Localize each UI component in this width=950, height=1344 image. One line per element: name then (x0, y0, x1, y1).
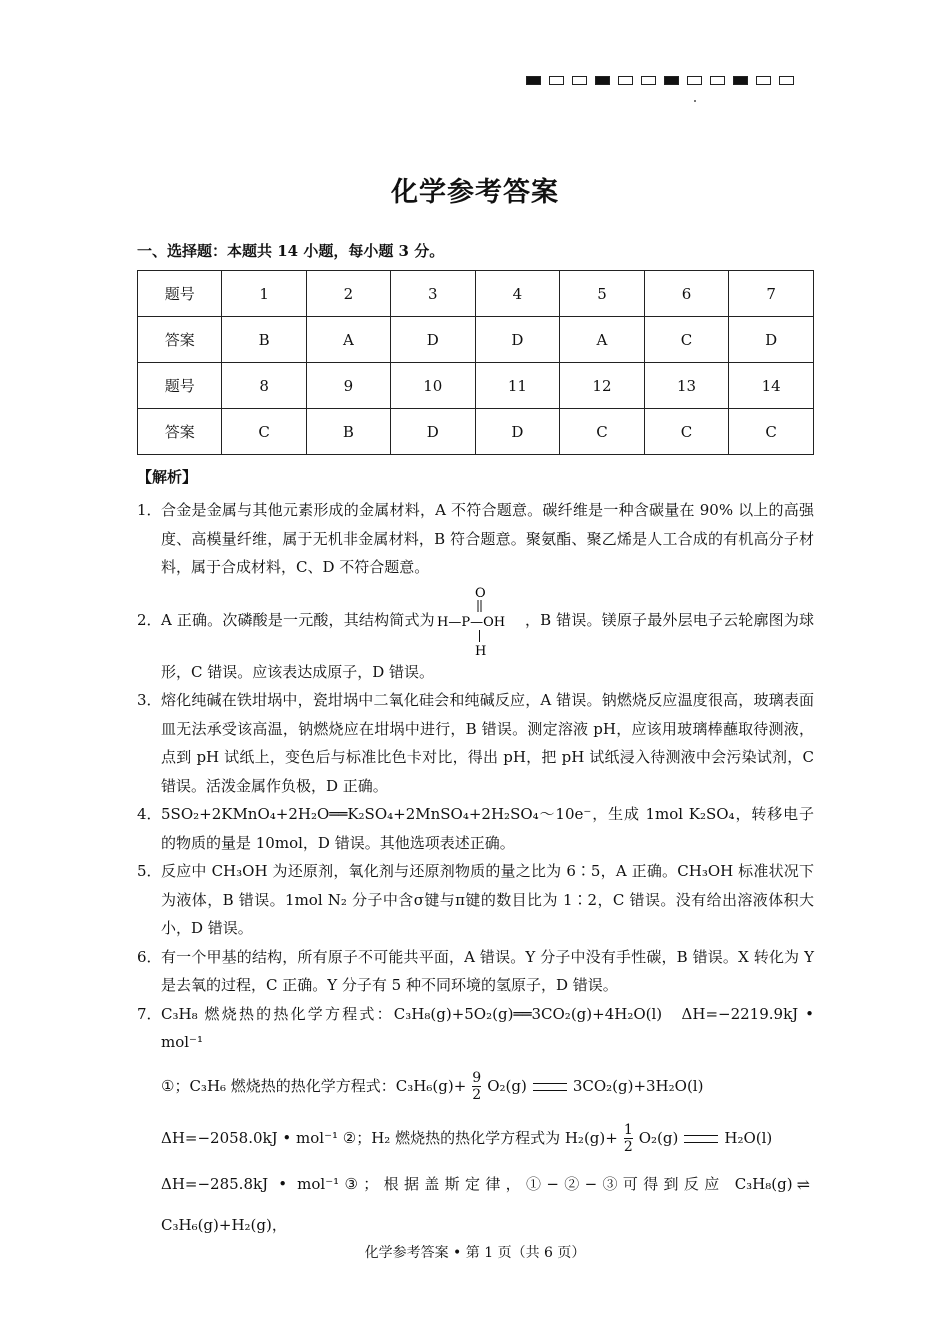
table-row (138, 363, 814, 409)
reversible-arrow-icon: ⇌ (796, 1174, 810, 1194)
header-mark (710, 76, 725, 85)
table-cell: D (475, 317, 560, 363)
header-mark (526, 76, 541, 85)
fraction-1-2: $\frac{1}{2}$ (623, 1122, 633, 1155)
table-cell: D (391, 317, 476, 363)
table-cell: B (222, 317, 306, 363)
table-cell: D (729, 317, 814, 363)
table-cell: 14 (729, 363, 814, 409)
analysis-label: 【解析】 (137, 468, 198, 486)
table-cell: A (560, 317, 645, 363)
header-mark (618, 76, 633, 85)
table-cell: D (391, 409, 476, 455)
table-cell: 9 (306, 363, 390, 409)
list-item: 4． 5SO₂+2KMnO₄+2H₂O══K₂SO₄+2MnSO₄+2H₂SO₄～10e⁻，生成 1mol K₂SO₄，转移电子的物质的量是 10mol，D 错误。其他选项表述正确。 (137, 805, 814, 852)
table-cell: 11 (475, 363, 560, 409)
header-dot (694, 100, 696, 102)
table-cell: C (729, 409, 814, 455)
table-cell: 3 (391, 271, 476, 317)
hypophosphorous-acid-structure (437, 584, 523, 658)
table-cell: A (306, 317, 390, 363)
list-item: 5． 反应中 CH₃OH 为还原剂，氧化剂与还原剂物质的量之比为 6∶5，A 正确。CH₃OH 标准状况下为液体，B 错误。1mol N₂ 分子中含σ键与π键的数目比为 1∶2，C 错误。没有给出溶液体积大小，D 错误。 (137, 862, 814, 937)
list-item: 1． 合金是金属与其他元素形成的金属材料，A 不符合题意。碳纤维是一种含碳量在 90% 以上的高强度、高模量纤维，属于无机非金属材料，B 符合题意。聚氨酯、聚乙烯是人工合成的有机高分子材料，属于合成材料，C、D 不符合题意。 (137, 501, 814, 576)
table-cell: 8 (222, 363, 306, 409)
list-item: 7． C₃H₈ 燃烧热的热化学方程式：C₃H₈(g)+5O₂(g)══3CO₂(g)+4H₂O(l) ΔH=−2219.9kJ • mol⁻¹ ①；C₃H₆ 燃烧热的热化学方程式：C₃H₆(g)+ $\frac{9}{2}$ O₂(g) 3CO₂(g)+3H₂O(l) ΔH=−2058.0kJ • mol⁻¹ ②；H₂ 燃烧热的热化学方程式为 H₂(g)+ $\frac{1}{2}$ O₂(g) H₂O(l) ΔH=−285.8kJ • mol⁻¹③；根据盖斯定律，①−②−③可得到反应 C₃H₈(g) ⇌C₃H₆(g)+H₂(g)， (137, 1004, 814, 1234)
equals-sign (533, 1083, 567, 1091)
table-cell: 6 (644, 271, 729, 317)
page-title: 化学参考答案 (391, 177, 559, 208)
header-mark (687, 76, 702, 85)
table-cell: 题号 (138, 363, 222, 409)
table-cell: 答案 (138, 317, 222, 363)
analysis-list (137, 496, 814, 1245)
answer-table (137, 270, 814, 455)
table-cell: 13 (644, 363, 729, 409)
table-cell: 1 (222, 271, 306, 317)
table-cell: 10 (391, 363, 476, 409)
header-mark (549, 76, 564, 85)
table-row (138, 271, 814, 317)
table-cell: 12 (560, 363, 645, 409)
header-mark (756, 76, 771, 85)
table-cell: 题号 (138, 271, 222, 317)
table-cell: C (644, 409, 729, 455)
page-footer: 化学参考答案 • 第 1 页（共 6 页） (364, 1245, 586, 1261)
table-cell: 5 (560, 271, 645, 317)
table-cell: 7 (729, 271, 814, 317)
header-mark (779, 76, 794, 85)
table-row (138, 409, 814, 455)
fraction-9-2: $\frac{9}{2}$ (472, 1070, 482, 1103)
table-row (138, 317, 814, 363)
table-cell: D (475, 409, 560, 455)
header-marks (526, 76, 794, 85)
header-mark (572, 76, 587, 85)
table-cell: C (644, 317, 729, 363)
table-cell: 答案 (138, 409, 222, 455)
struct-mid: H—P—OH (436, 614, 505, 630)
section-heading: 一、选择题：本题共 14 小题，每小题 3 分。 (137, 242, 445, 260)
table-cell: C (222, 409, 306, 455)
header-mark (641, 76, 656, 85)
header-mark (664, 76, 679, 85)
header-mark (733, 76, 748, 85)
list-item: 3． 熔化纯碱在铁坩埚中，瓷坩埚中二氧化硅会和纯碱反应，A 错误。钠燃烧反应温度很高，玻璃表面皿无法承受该高温，钠燃烧应在坩埚中进行，B 错误。测定溶液 pH，应该用玻璃棒蘸取待测液，点到 pH 试纸上，变色后与标准比色卡对比，得出 pH，把 pH 试纸浸入待测液中会污染试剂，C 错误。活泼金属作负极，D 正确。 (137, 691, 814, 795)
struct-top: O (474, 585, 486, 601)
table-cell: 4 (475, 271, 560, 317)
header-mark (595, 76, 610, 85)
list-item: 2． A 正确。次磷酸是一元酸，其结构简式为 O H—P—OH H ，B 错误。镁原子最外层电子云轮廓图为球形，C 错误。应该表达成原子，D 错误。 (137, 585, 814, 681)
list-item: 6． 有一个甲基的结构，所有原子不可能共平面，A 错误。Y 分子中没有手性碳，B 错误。X 转化为 Y 是去氧的过程，C 正确。Y 分子有 5 种不同环境的氢原子，D 错误。 (137, 947, 814, 994)
table-cell: 2 (306, 271, 390, 317)
table-cell: C (560, 409, 645, 455)
table-cell: B (306, 409, 390, 455)
struct-bottom: H (474, 643, 487, 658)
equals-sign (684, 1135, 718, 1143)
